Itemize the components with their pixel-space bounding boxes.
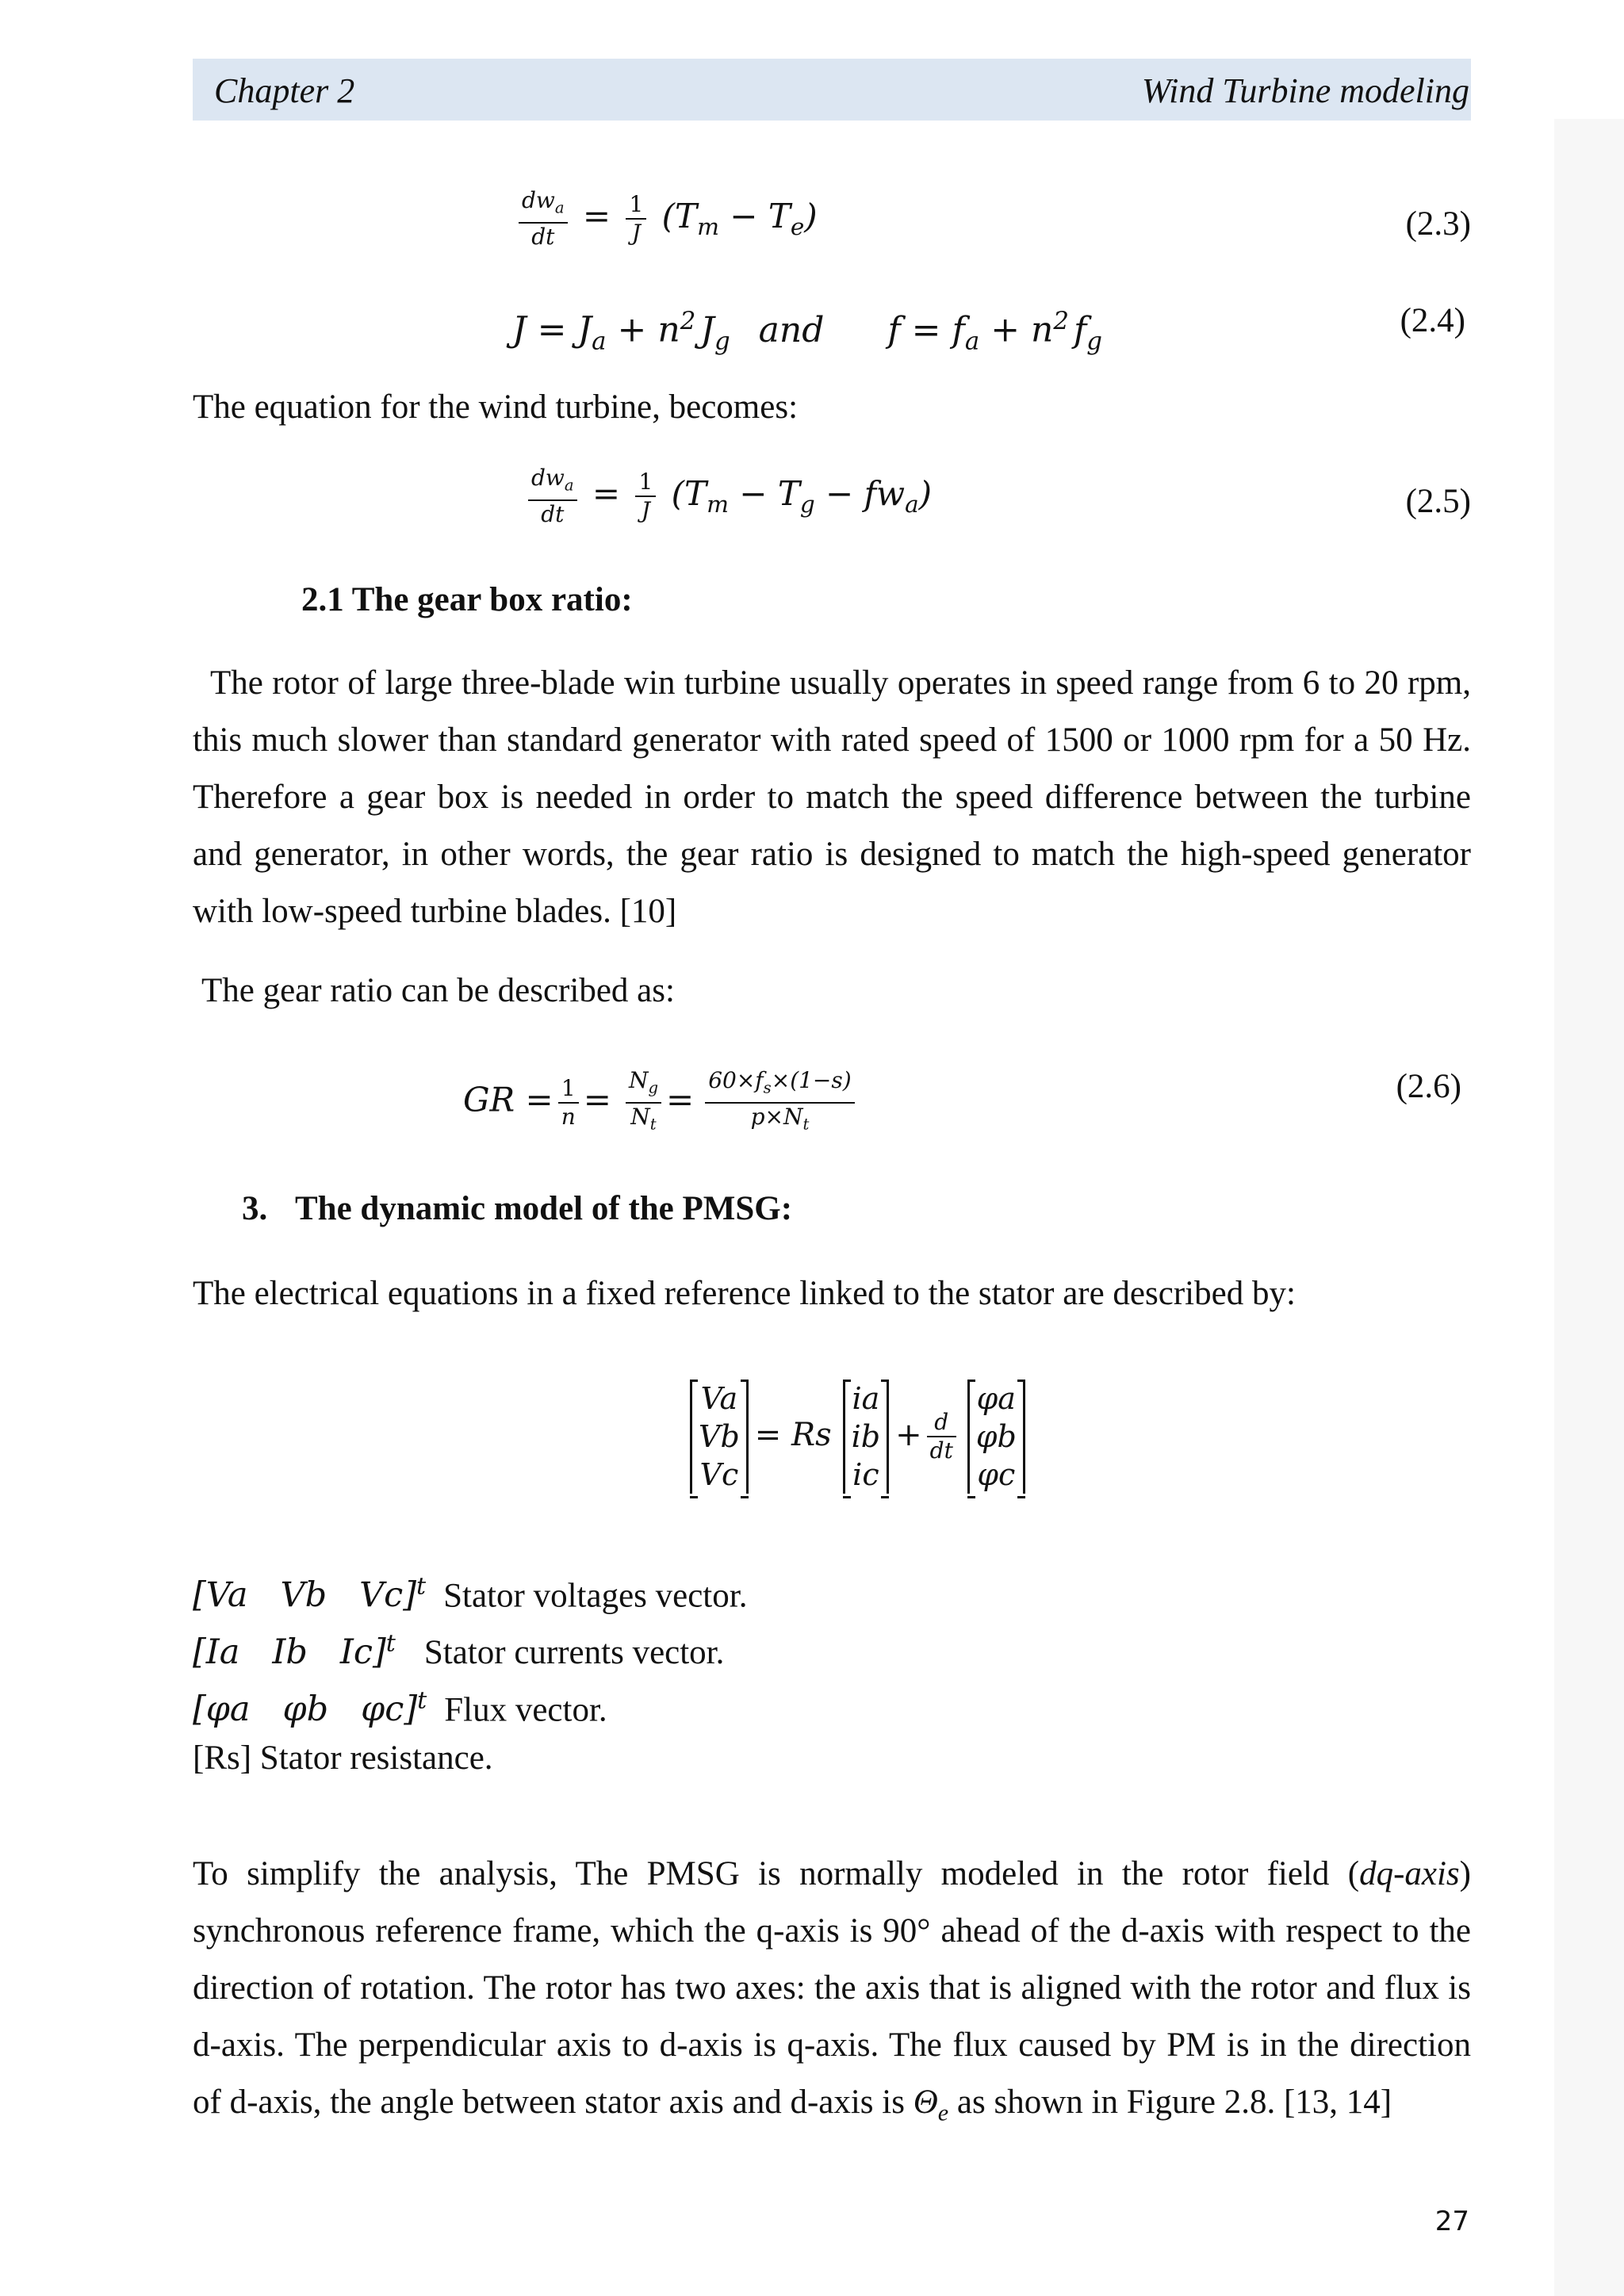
matrix-cell: Vb: [699, 1419, 740, 1454]
superscript: t: [385, 1630, 396, 1658]
fraction: [927, 1409, 956, 1464]
frac-num: d: [927, 1409, 956, 1437]
eq-term: f: [1074, 309, 1087, 350]
matrix-currents: [843, 1380, 889, 1494]
equation-2-3: $\frac{dw_a}{dt}$ = $\frac{1}{J}$ $(T_m - T_e)$: [514, 187, 818, 251]
subscript: e: [937, 2099, 949, 2126]
vector-symbol: [Va Vb Vc]: [193, 1575, 417, 1616]
subscript: g: [648, 1078, 659, 1097]
fraction: [635, 469, 656, 524]
equation-2-5: $\frac{dw_a}{dt}$ = $\frac{1}{J}$ $(T_m - T_g - fw_a)$: [523, 465, 932, 528]
subscript: a: [564, 476, 574, 495]
eq-term: (T: [661, 196, 698, 235]
eq-term: J = J: [512, 309, 592, 350]
matrix-cell: Va: [700, 1381, 738, 1416]
eq-term: − T: [718, 196, 791, 235]
frac-num: ×(1−s): [771, 1067, 852, 1093]
matrix-cell: ia: [852, 1381, 880, 1416]
equation-2-6: [463, 1067, 860, 1138]
frac-den: J: [631, 219, 642, 246]
frac-num: 1: [626, 191, 646, 220]
eq-term: +: [895, 1417, 922, 1453]
frac-num: 60×f: [708, 1067, 764, 1093]
eq-term: =: [666, 1080, 695, 1119]
definition-currents: [193, 1621, 724, 1677]
text-run: as shown in Figure 2.8. [13, 14]: [948, 2084, 1392, 2121]
section-title: The dynamic model of the PMSG:: [295, 1190, 793, 1227]
page-edge-shade: [1554, 119, 1624, 2296]
eq-term: =: [583, 1080, 611, 1119]
italic-term: Θ: [913, 2084, 938, 2121]
equation-number: (2.6): [1396, 1068, 1461, 1105]
equation-number: (2.5): [1405, 483, 1471, 520]
eq-term: − fw: [814, 473, 906, 513]
matrix-cell: ib: [851, 1419, 881, 1454]
subscript: e: [790, 213, 805, 241]
vector-description: Stator voltages vector.: [443, 1577, 748, 1615]
vector-symbol: [Ia Ib Ic]: [193, 1632, 386, 1673]
paragraph-gear-ratio-intro: The gear ratio can be described as:: [201, 972, 675, 1009]
frac-num: dw: [531, 465, 565, 491]
frac-den: J: [641, 496, 651, 523]
subscript: g: [799, 491, 815, 519]
frac-num: dw: [522, 187, 555, 213]
eq-term: J: [700, 309, 714, 350]
matrix-flux: [967, 1380, 1025, 1494]
subscript: a: [554, 198, 565, 217]
matrix-voltages: [690, 1380, 749, 1494]
eq-term: + n: [979, 309, 1054, 350]
equation-number: (2.3): [1405, 205, 1471, 243]
paragraph-gear-box: The rotor of large three-blade win turbine usually operates in speed range from 6 to 20 rpm, this much slower than standard generator with rated speed of 1500 or 1000 rpm for a 50 Hz. Therefore a gear box is needed in order to match the speed difference between the turbine and generator, in other words, the gear ratio is designed to match the high-speed generator with low-speed turbine blades. [10]: [193, 664, 1471, 930]
subscript: m: [707, 491, 729, 519]
text-run: ) synchronous reference frame, which the q-axis is 90° ahead of the d-axis with respect to the direction of rotation. The rotor has two axes: the axis that is aligned with the rotor and flux is d-axis. The perpendicular axis to d-axis is q-axis. The flux caused by PM is in the direction of d-axis, the angle between stator axis and d-axis is: [193, 1855, 1471, 2121]
frac-num: 1: [558, 1075, 579, 1104]
text-run: To simplify the analysis, The PMSG is normally modeled in the rotor field (: [193, 1855, 1360, 1892]
eq-term: ): [804, 196, 818, 235]
subscript: a: [964, 327, 980, 356]
italic-term: dq-axis: [1359, 1855, 1460, 1892]
section-number: 3.: [242, 1190, 268, 1227]
matrix-cell: φa: [976, 1381, 1016, 1416]
matrix-cell: φb: [975, 1419, 1017, 1454]
vector-symbol: [φa φb φc]: [193, 1689, 418, 1730]
subscript: t: [649, 1115, 657, 1134]
frac-den: dt: [531, 223, 555, 250]
fraction: [626, 191, 646, 247]
fraction: [528, 465, 577, 528]
header-chapter: Chapter 2: [214, 71, 355, 110]
equation-number: (2.4): [1400, 302, 1465, 339]
frac-den: dt: [929, 1437, 953, 1464]
paragraph-dq-frame: [193, 1846, 1471, 2141]
frac-den: N: [630, 1103, 650, 1130]
subscript: g: [1086, 327, 1103, 356]
fraction: [705, 1067, 854, 1138]
superscript: t: [416, 1573, 427, 1601]
eq-term: (T: [671, 473, 707, 513]
definition-flux: [193, 1678, 607, 1734]
eq-term: f = f: [887, 309, 965, 350]
subscript: t: [802, 1115, 810, 1134]
fraction: [519, 187, 568, 251]
subscript: a: [592, 327, 607, 356]
matrix-equation: [684, 1380, 1032, 1494]
definition-voltages: [193, 1563, 747, 1620]
eq-term: GR =: [463, 1080, 553, 1119]
subscript: a: [905, 491, 919, 519]
frac-num: N: [628, 1067, 649, 1093]
vector-description: Stator currents vector.: [423, 1634, 725, 1672]
eq-term: = Rs: [754, 1417, 832, 1453]
header-title: Wind Turbine modeling: [1141, 71, 1469, 110]
subscript: g: [714, 327, 730, 356]
paragraph-electrical-intro: The electrical equations in a fixed reference linked to the stator are described by:: [193, 1275, 1296, 1312]
matrix-cell: Vc: [699, 1457, 739, 1492]
equation-2-4: [512, 301, 1102, 361]
vector-description: Flux vector.: [444, 1691, 607, 1729]
eq-term: + n: [606, 309, 680, 350]
eq-term: ): [918, 473, 932, 513]
eq-term: − T: [728, 473, 800, 513]
subscript: s: [763, 1078, 772, 1097]
definition-resistance: [Rs] Stator resistance.: [193, 1739, 493, 1777]
superscript: t: [417, 1687, 427, 1715]
subscript: m: [697, 213, 719, 241]
fraction: [626, 1067, 661, 1138]
frac-num: 1: [635, 469, 656, 497]
paragraph-intro: The equation for the wind turbine, becomes:: [193, 388, 799, 426]
frac-den: n: [561, 1103, 576, 1130]
superscript: 2: [1053, 307, 1069, 335]
fraction: [558, 1075, 579, 1131]
frac-den: dt: [541, 500, 565, 527]
matrix-cell: φc: [977, 1457, 1016, 1492]
page-number: 27: [1434, 2206, 1469, 2237]
frac-den: p×N: [750, 1103, 803, 1130]
matrix-cell: ic: [852, 1457, 879, 1492]
superscript: 2: [680, 307, 696, 335]
section-heading: [242, 1189, 792, 1229]
eq-and: and: [758, 309, 825, 350]
section-heading: 2.1 The gear box ratio:: [301, 581, 633, 618]
